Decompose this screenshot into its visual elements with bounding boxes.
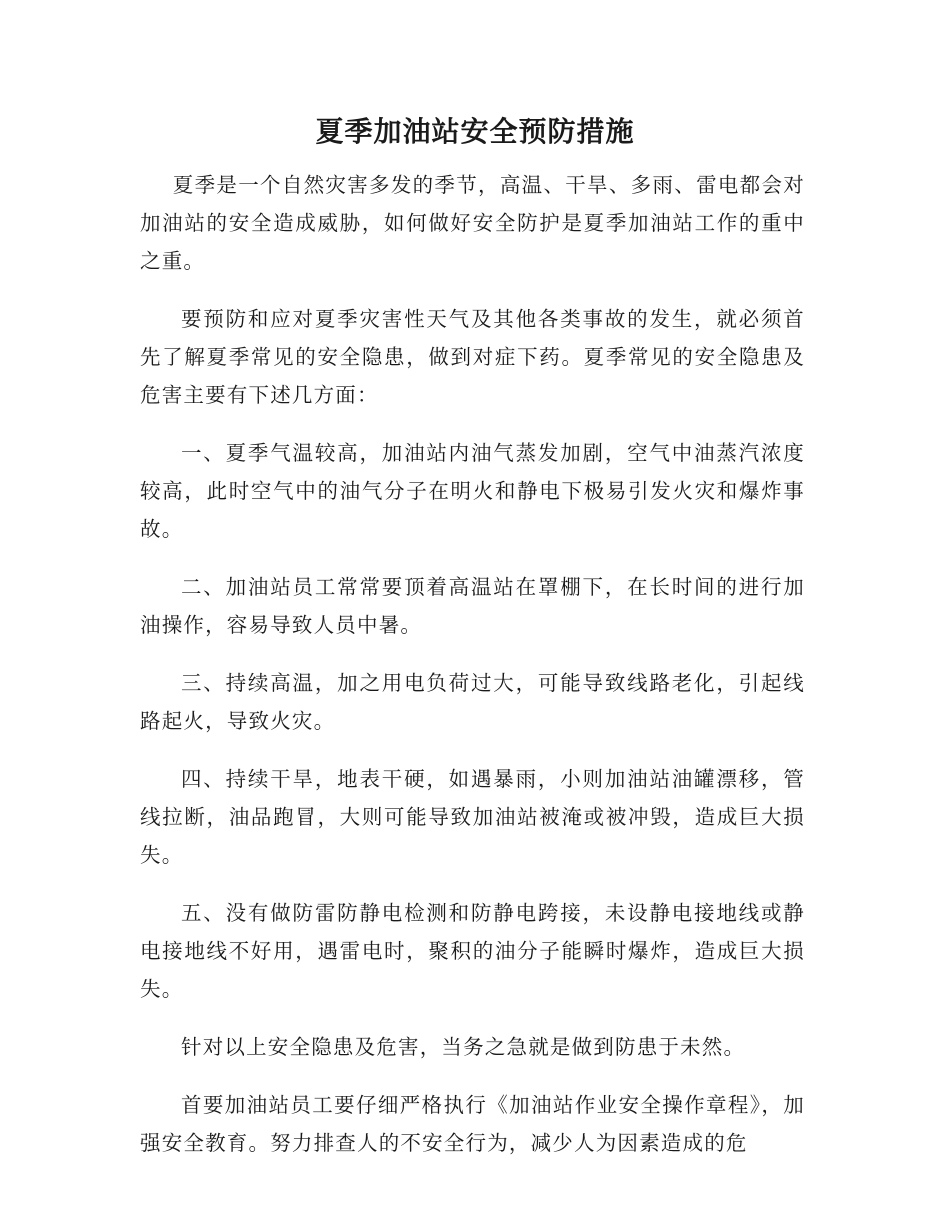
paragraph-hazard-5: 五、没有做防雷防静电检测和防静电跨接，未设静电接地线或静电接地线不好用，遇雷电时，聚积的油分子能瞬时爆炸，造成巨大损失。 xyxy=(140,901,805,1001)
paragraph-intro: 夏季是一个自然灾害多发的季节，高温、干旱、多雨、雷电都会对加油站的安全造成威胁，如何做好安全防护是夏季加油站工作的重中之重。 xyxy=(140,173,805,273)
document-body xyxy=(140,166,805,1182)
paragraph-urgency: 针对以上安全隐患及危害，当务之急就是做到防患于未然。 xyxy=(181,1035,746,1059)
paragraph-hazards-overview: 要预防和应对夏季灾害性天气及其他各类事故的发生，就必须首先了解夏季常见的安全隐患，做到对症下药。夏季常见的安全隐患及危害主要有下述几方面： xyxy=(140,307,805,407)
paragraph-hazard-3: 三、持续高温，加之用电负荷过大，可能导致线路老化，引起线路起火，导致火灾。 xyxy=(140,671,805,733)
document-title: 夏季加油站安全预防措施 xyxy=(315,115,635,148)
paragraph-hazard-1: 一、夏季气温较高，加油站内油气蒸发加剧，空气中油蒸汽浓度较高，此时空气中的油气分子在明火和静电下极易引发火灾和爆炸事故。 xyxy=(140,441,805,541)
paragraph-hazard-4: 四、持续干旱，地表干硬，如遇暴雨，小则加油站油罐漂移，管线拉断，油品跑冒，大则可能导致加油站被淹或被冲毁，造成巨大损失。 xyxy=(140,767,805,867)
paragraph-measures: 首要加油站员工要仔细严格执行《加油站作业安全操作章程》，加强安全教育。努力排查人的不安全行为，减少人为因素造成的危 xyxy=(140,1093,805,1155)
paragraph-hazard-2: 二、加油站员工常常要顶着高温站在罩棚下，在长时间的进行加油操作，容易导致人员中暑。 xyxy=(140,575,805,637)
